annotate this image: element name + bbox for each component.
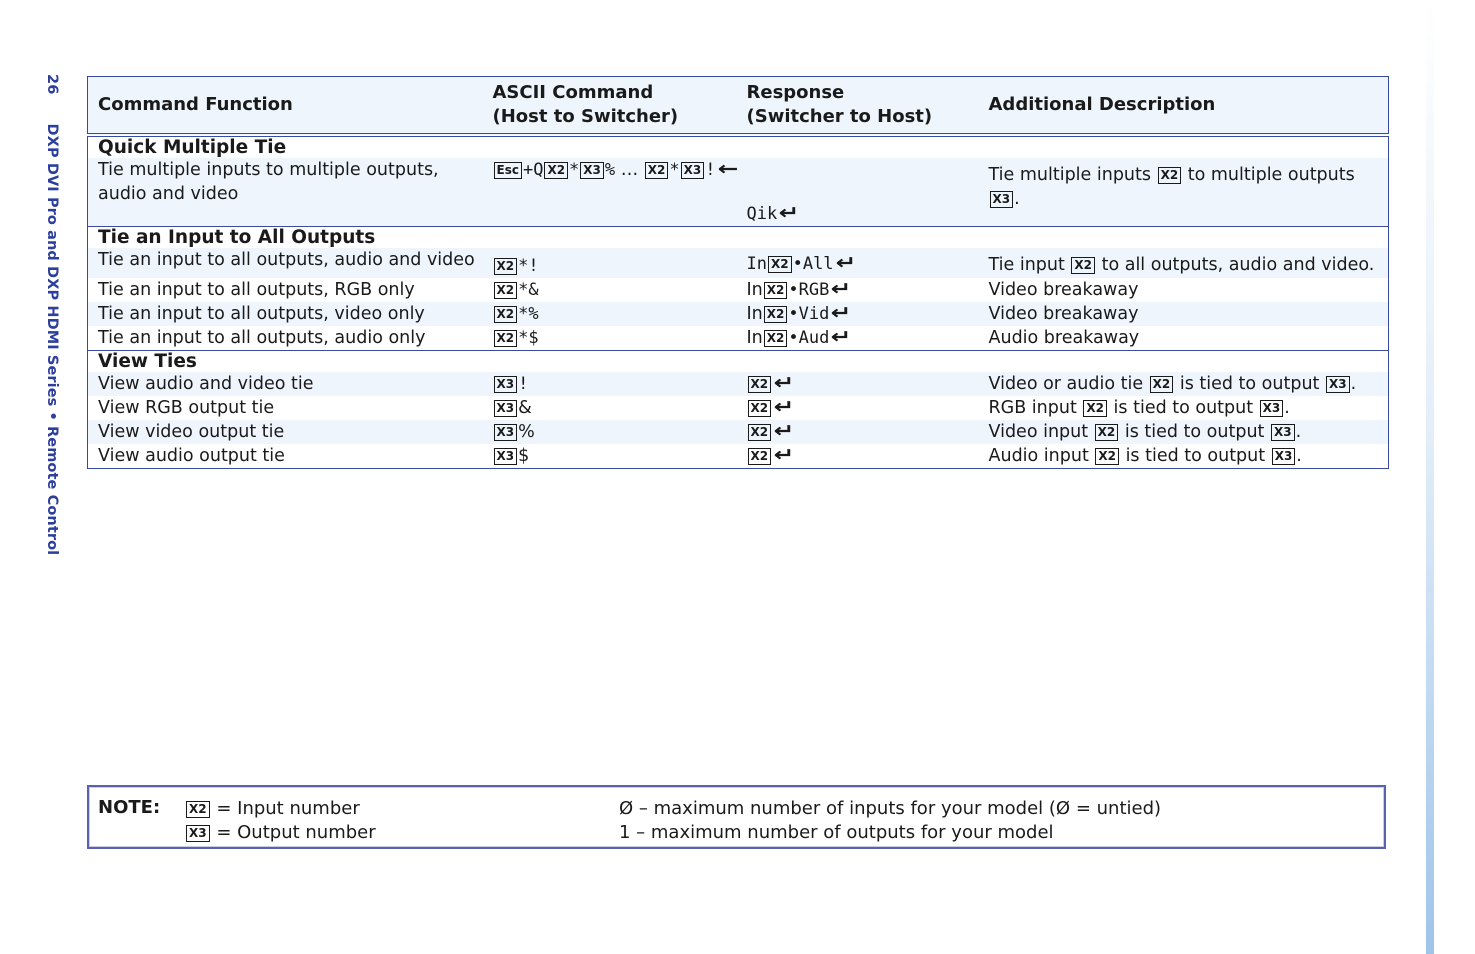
enter-icon: ↵ <box>773 396 795 418</box>
x2-symbol: X2 <box>645 162 669 179</box>
note-label: NOTE: <box>98 797 161 818</box>
desc-text: . <box>1014 189 1020 209</box>
desc-text: Video input <box>988 422 1094 442</box>
desc-text: is tied to output <box>1120 446 1271 466</box>
desc-text: Tie multiple inputs <box>988 165 1157 185</box>
x3-symbol: X3 <box>681 162 705 179</box>
x3-symbol: X3 <box>494 400 518 417</box>
cell-function: Tie an input to all outputs, video only <box>88 302 483 326</box>
desc-text: . <box>1350 374 1357 394</box>
running-sidebar <box>44 74 60 555</box>
desc-text: Video or audio tie <box>988 374 1149 394</box>
enter-icon: ↵ <box>773 420 795 442</box>
cmd-text: +Q <box>522 160 544 180</box>
note-limits <box>619 797 1161 845</box>
table-row <box>88 248 1389 278</box>
header-ascii-line2: (Host to Switcher) <box>492 106 679 127</box>
table-row <box>88 396 1389 420</box>
page-number: 26 <box>44 74 60 95</box>
x2-symbol: X2 <box>764 306 788 323</box>
table-row <box>88 302 1389 326</box>
cmd-text: ! <box>705 160 716 180</box>
cmd-text: % <box>604 160 616 180</box>
x3-symbol: X3 <box>494 424 518 441</box>
cell-ascii-command <box>483 248 737 278</box>
x2-symbol: X2 <box>768 256 792 273</box>
cell-function: Tie multiple inputs to multiple outputs, audio and video <box>88 158 483 227</box>
desc-text: . <box>1295 422 1302 442</box>
x2-symbol: X2 <box>494 306 518 323</box>
cell-function: View audio and video tie <box>88 372 483 396</box>
desc-text: . <box>1284 398 1290 418</box>
cell-ascii-command <box>483 278 737 302</box>
desc-text: Audio input <box>988 446 1095 466</box>
x2-symbol: X2 <box>1158 167 1182 184</box>
x3-symbol: X3 <box>1272 448 1296 465</box>
note-line-inputs: Ø – maximum number of inputs for your model (Ø = untied) <box>619 798 1162 819</box>
x3-symbol: X3 <box>186 825 210 842</box>
enter-icon: ↵ <box>830 278 852 300</box>
x2-symbol: X2 <box>1083 400 1107 417</box>
cell-description: Video breakaway <box>988 280 1139 300</box>
cell-response <box>737 372 979 396</box>
desc-text: is tied to output <box>1119 422 1270 442</box>
response-text: •Vid <box>788 304 830 324</box>
x2-symbol: X2 <box>764 330 788 347</box>
x3-symbol: X3 <box>1326 376 1350 393</box>
running-title: DXP DVI Pro and DXP HDMI Series • Remote Control <box>44 123 60 556</box>
enter-icon: ↵ <box>830 326 852 348</box>
x2-symbol: X2 <box>494 330 518 347</box>
desc-text: to all outputs, audio and video. <box>1096 255 1375 275</box>
response-text: In <box>746 304 763 324</box>
cell-ascii-command <box>483 372 737 396</box>
cell-response <box>737 420 979 444</box>
cell-function: View RGB output tie <box>98 398 275 418</box>
header-response <box>737 77 979 136</box>
cmd-text: *% <box>518 304 539 324</box>
x2-symbol: X2 <box>748 424 772 441</box>
table-row <box>88 326 1389 351</box>
response-text: •Aud <box>788 328 830 348</box>
header-command-function: Command Function <box>88 77 483 136</box>
desc-text: is tied to output <box>1107 398 1259 418</box>
cell-ascii-command <box>483 444 737 469</box>
enter-icon: ↵ <box>830 302 852 324</box>
table-row <box>88 420 1389 444</box>
cell-response <box>737 158 979 227</box>
x2-symbol: X2 <box>1095 424 1119 441</box>
header-additional-description: Additional Description <box>979 77 1389 136</box>
cell-response <box>737 326 979 351</box>
cmd-text: *! <box>518 256 539 276</box>
response-text: In <box>746 328 763 348</box>
section-title-tie-all: Tie an Input to All Outputs <box>88 227 1389 249</box>
cell-function: View video output tie <box>88 420 483 444</box>
note-x3-definition <box>185 821 376 845</box>
cell-function: View audio output tie <box>98 446 285 466</box>
cmd-text: *& <box>518 280 539 300</box>
cell-description <box>979 158 1389 227</box>
note-line-outputs: 1 – maximum number of outputs for your model <box>619 822 1054 843</box>
cell-ascii-command <box>483 420 737 444</box>
desc-text: to multiple outputs <box>1182 165 1355 185</box>
cell-response <box>737 396 979 420</box>
table-header-row <box>88 77 1389 136</box>
x2-symbol: X2 <box>748 376 772 393</box>
x3-symbol: X3 <box>1271 424 1295 441</box>
cell-response <box>737 302 979 326</box>
x2-symbol: X2 <box>748 400 772 417</box>
cell-description: Video breakaway <box>979 302 1389 326</box>
table-row <box>88 372 1389 396</box>
desc-text: . <box>1296 446 1302 466</box>
header-response-line2: (Switcher to Host) <box>746 106 933 127</box>
cell-ascii-command <box>483 326 737 351</box>
cmd-text: *$ <box>518 328 539 348</box>
header-ascii-command <box>483 77 737 136</box>
cell-description <box>979 248 1389 278</box>
x2-symbol: X2 <box>1071 257 1095 274</box>
cell-ascii-command <box>483 396 737 420</box>
cmd-text: % <box>518 422 535 442</box>
desc-text: is tied to output <box>1174 374 1325 394</box>
note-x2-definition <box>185 797 376 821</box>
arrow-left-icon: ← <box>717 158 738 180</box>
section-title-quick-tie: Quick Multiple Tie <box>98 137 287 158</box>
cell-description <box>979 372 1389 396</box>
desc-text: Tie input <box>988 255 1071 275</box>
enter-icon: ↵ <box>773 372 795 394</box>
command-table <box>87 76 1389 469</box>
x2-symbol: X2 <box>544 162 568 179</box>
x3-symbol: X3 <box>494 376 518 393</box>
esc-key-symbol: Esc <box>494 162 522 179</box>
table-row <box>88 444 1389 469</box>
enter-icon: ↵ <box>778 202 800 224</box>
x3-symbol: X3 <box>990 191 1014 208</box>
section-heading-row <box>88 135 1389 158</box>
page-edge-gradient <box>1426 0 1434 954</box>
cell-response <box>737 248 979 278</box>
enter-icon: ↵ <box>773 444 795 466</box>
response-text: •RGB <box>788 280 830 300</box>
section-heading-row <box>88 227 1389 249</box>
x3-symbol: X3 <box>1260 400 1284 417</box>
table-row <box>88 158 1389 227</box>
cmd-text: ! <box>518 374 529 394</box>
section-title-view-ties: View Ties <box>88 351 1389 373</box>
response-text: Qik <box>746 204 778 224</box>
x3-symbol: X3 <box>494 448 518 465</box>
cmd-ellipsis: … <box>615 160 644 180</box>
x2-symbol: X2 <box>186 801 210 818</box>
cell-response <box>737 278 979 302</box>
cmd-text: * <box>569 160 580 180</box>
section-heading-row <box>88 351 1389 373</box>
cell-function: Tie an input to all outputs, RGB only <box>98 280 415 300</box>
header-ascii-line1: ASCII Command <box>492 82 654 103</box>
note-symbol-definitions <box>185 797 376 845</box>
x2-symbol: X2 <box>494 282 518 299</box>
cell-response <box>737 444 979 469</box>
cell-description <box>979 396 1389 420</box>
cmd-text: & <box>518 398 532 418</box>
cell-function: Tie an input to all outputs, audio only <box>98 328 426 348</box>
response-text: In <box>746 280 763 300</box>
x2-symbol: X2 <box>748 448 772 465</box>
cmd-text: $ <box>518 446 530 466</box>
x3-symbol: X3 <box>580 162 604 179</box>
desc-text: RGB input <box>988 398 1083 418</box>
x2-symbol: X2 <box>1150 376 1174 393</box>
cell-ascii-command <box>483 302 737 326</box>
note-text: = Input number <box>210 798 360 819</box>
x2-symbol: X2 <box>764 282 788 299</box>
cell-description: Audio breakaway <box>988 328 1140 348</box>
table-row <box>88 278 1389 302</box>
enter-icon: ↵ <box>835 252 856 274</box>
header-response-line1: Response <box>746 82 845 103</box>
x2-symbol: X2 <box>494 258 518 275</box>
note-text: = Output number <box>210 822 376 843</box>
cell-function: Tie an input to all outputs, audio and video <box>88 248 483 278</box>
x2-symbol: X2 <box>1095 448 1119 465</box>
response-text: •All <box>792 254 834 274</box>
cell-description <box>979 420 1389 444</box>
response-text: In <box>746 254 767 274</box>
note-box <box>87 785 1386 849</box>
cmd-text: * <box>669 160 680 180</box>
cell-description <box>979 444 1389 469</box>
cell-ascii-command <box>483 158 737 227</box>
